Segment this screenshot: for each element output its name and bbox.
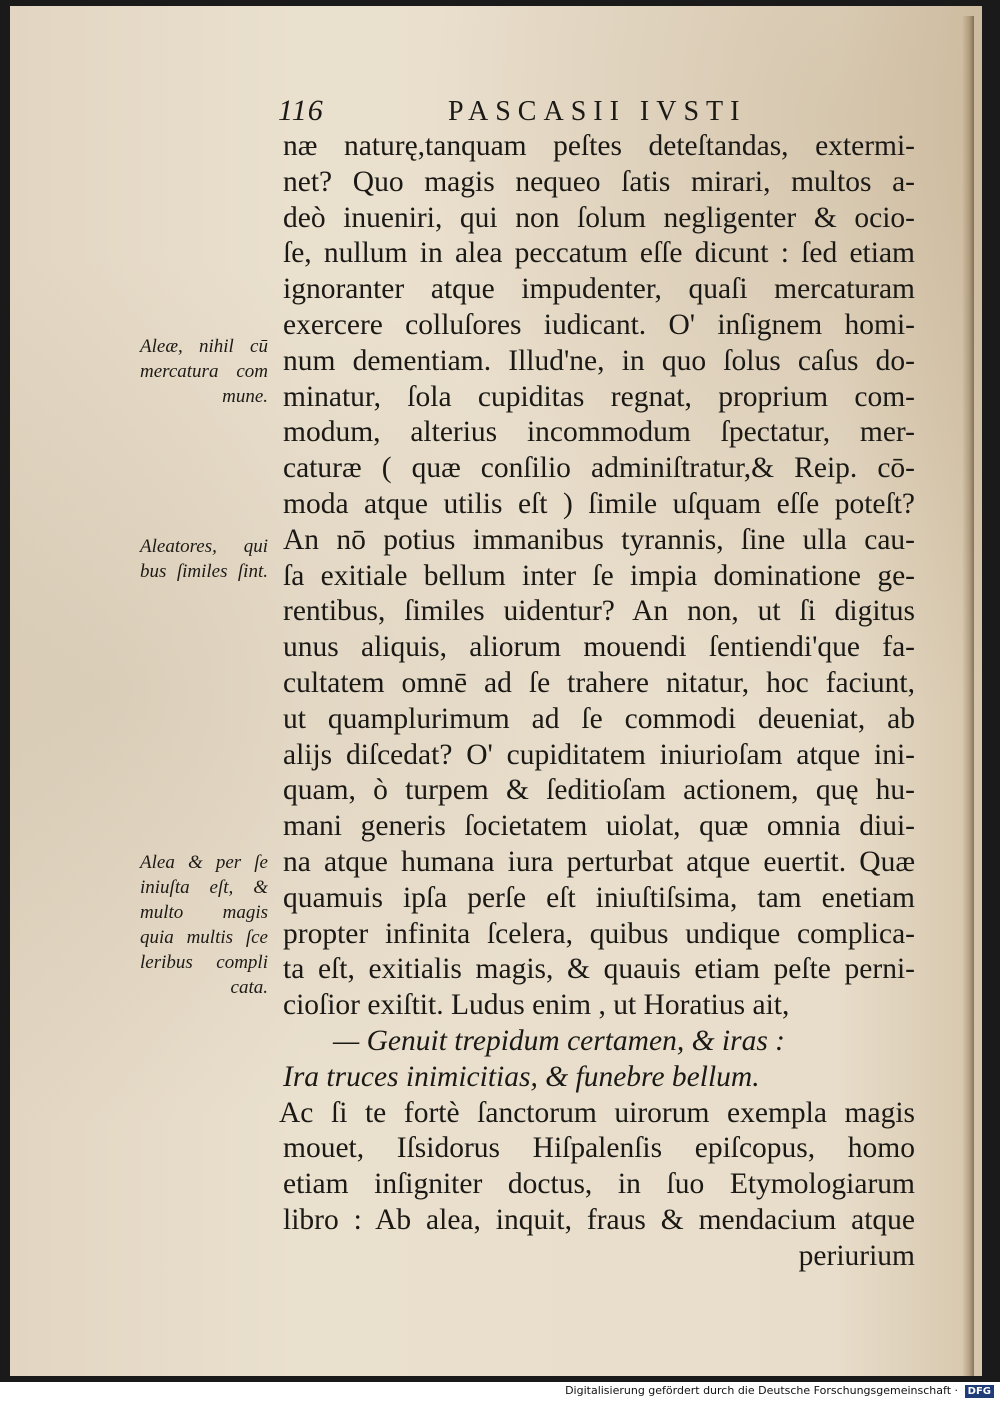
dfg-logo: DFG — [965, 1385, 994, 1398]
marginal-note-line: mercatura com — [140, 361, 268, 382]
text-line: libro : Ab alea, inquit, fraus & mendacium atque — [283, 1203, 915, 1236]
catchword: periurium — [798, 1239, 915, 1272]
text-line: etiam inſigniter doctus, in ſuo Etymologiarum — [283, 1168, 915, 1201]
verse-line: Ira truces inimicitias, & funebre bellum. — [283, 1060, 760, 1093]
text-line: deò inueniri, qui non ſolum negligenter & ocio- — [283, 201, 915, 234]
marginal-note-line: bus ſimiles ſint. — [140, 561, 268, 582]
running-head: PASCASII IVSTI — [448, 96, 747, 127]
page-number: 116 — [278, 94, 324, 127]
text-line: alijs diſcedat? O' cupiditatem iniurioſam atque ini- — [283, 738, 915, 771]
text-line: propter infinita ſcelera, quibus undique complica- — [283, 917, 915, 950]
marginal-note — [140, 534, 268, 584]
text-line: An nō potius immanibus tyrannis, ſine ulla cau- — [283, 523, 915, 556]
text-line: mouet, Iſsidorus Hiſpalenſis epiſcopus, homo — [283, 1132, 915, 1165]
text-line: næ naturę,tanquam peſtes deteſtandas, extermi- — [283, 130, 915, 162]
main-text-block — [279, 129, 915, 1275]
text-line: ſe, nullum in alea peccatum eſſe dicunt : ſed etiam — [283, 237, 915, 270]
text-line: ignoranter atque impudenter, quaſi mercaturam — [283, 273, 915, 306]
marginal-note — [140, 850, 268, 1000]
marginal-note-line: leribus compli — [140, 952, 268, 973]
text-line: modum, alterius incommodum ſpectatur, mer- — [283, 416, 915, 449]
text-line: na atque humana iura perturbat atque euertit. Quæ — [283, 845, 915, 878]
text-line: quam, ò turpem & ſeditioſam actionem, quę hu- — [283, 774, 915, 807]
marginal-note-line: multo magis — [140, 902, 268, 923]
marginal-note-line: Aleæ, nihil cū — [140, 336, 268, 357]
page-edge-shadow — [962, 16, 974, 1376]
footer — [0, 1382, 1000, 1402]
marginal-note-line: Alea & per ſe — [140, 852, 268, 873]
text-line: quamuis ipſa perſe eſt iniuſtiſsima, tam enetiam — [283, 881, 915, 914]
marginal-note-line: quia multis ſce — [140, 927, 268, 948]
text-line: net? Quo magis nequeo ſatis mirari, multos a- — [283, 165, 915, 198]
marginal-note-line: mune. — [222, 386, 268, 407]
text-line: moda atque utilis eſt ) ſimile uſquam eſſe poteſt? — [283, 487, 915, 520]
marginal-note-line: cata. — [230, 977, 268, 998]
text-line: ta eſt, exitialis magis, & quauis etiam peſte perni- — [283, 953, 915, 986]
text-line: ut quamplurimum ad ſe commodi deueniat, ab — [283, 702, 915, 735]
text-line: cioſior exiſtit. Ludus enim , ut Horatius ait, — [283, 989, 790, 1022]
text-line: cultatem omnē ad ſe trahere nitatur, hoc faciunt, — [283, 666, 915, 699]
text-line: Ac ſi te fortè ſanctorum uirorum exempla magis — [279, 1096, 915, 1129]
text-line: caturæ ( quæ conſilio adminiſtratur,& Reip. cō- — [283, 452, 915, 485]
text-line: rentibus, ſimiles uidentur? An non, ut ſi digitus — [283, 595, 915, 628]
verse-line: — Genuit trepidum certamen, & iras : — [333, 1024, 786, 1057]
text-line: unus aliquis, aliorum mouendi ſentiendi'que fa- — [283, 631, 915, 664]
page-header — [270, 92, 910, 132]
text-line: minatur, ſola cupiditas regnat, proprium com- — [283, 380, 915, 413]
funding-credit: Digitalisierung gefördert durch die Deutsche Forschungsgemeinschaft · — [565, 1384, 958, 1397]
text-line: num dementiam. Illud'ne, in quo ſolus caſus do- — [283, 344, 915, 377]
text-line: exercere colluſores iudicant. O' inſignem homi- — [283, 308, 915, 341]
marginal-note-line: Aleatores, qui — [140, 536, 268, 557]
text-line: mani generis ſocietatem uiolat, quæ omnia diui- — [283, 810, 915, 843]
marginal-note-line: iniuſta eſt, & — [140, 877, 268, 898]
marginal-note — [140, 334, 268, 409]
text-line: ſa exitiale bellum inter ſe impia dominatione ge- — [283, 559, 915, 592]
